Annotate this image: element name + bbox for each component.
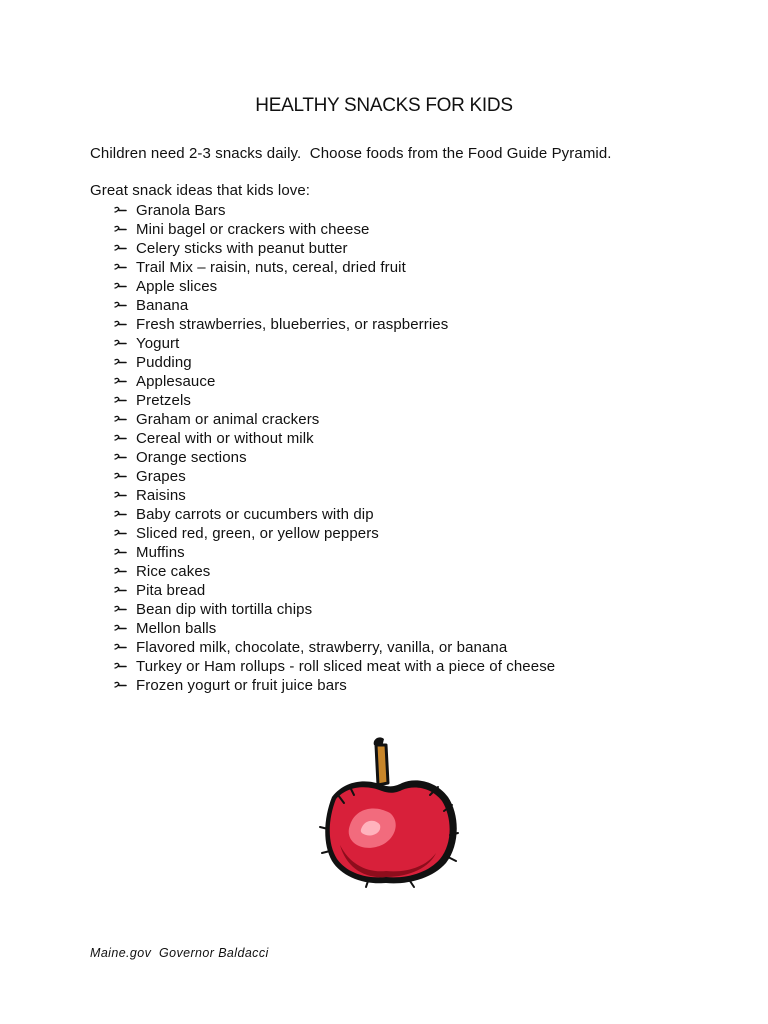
list-item-label: Cereal with or without milk [136,430,314,447]
footer-credit: Maine.gov Governor Baldacci [90,946,269,960]
list-item-label: Pretzels [136,392,191,409]
list-item-label: Pita bread [136,582,206,599]
list-item [112,353,555,372]
list-item [112,600,555,619]
arrow-bullet-icon [112,296,136,315]
list-item [112,524,555,543]
arrow-bullet-icon [112,315,136,334]
list-item [112,258,555,277]
list-item [112,201,555,220]
list-item-label: Mini bagel or crackers with cheese [136,221,370,238]
arrow-bullet-icon [112,334,136,353]
list-item-label: Applesauce [136,373,216,390]
arrow-bullet-icon [112,239,136,258]
arrow-bullet-icon [112,543,136,562]
arrow-bullet-icon [112,581,136,600]
list-item [112,296,555,315]
apple-stem [376,745,388,785]
arrow-bullet-icon [112,600,136,619]
list-item-label: Celery sticks with peanut butter [136,240,348,257]
list-lead-text: Great snack ideas that kids love: [90,182,311,199]
list-item [112,619,555,638]
list-item-label: Raisins [136,487,186,504]
list-item [112,448,555,467]
list-item-label: Baby carrots or cucumbers with dip [136,506,374,523]
arrow-bullet-icon [112,353,136,372]
apple-illustration [310,733,462,889]
list-item-label: Granola Bars [136,202,226,219]
arrow-bullet-icon [112,486,136,505]
list-item [112,220,555,239]
arrow-bullet-icon [112,220,136,239]
list-item [112,562,555,581]
arrow-bullet-icon [112,676,136,695]
list-item [112,486,555,505]
list-item-label: Bean dip with tortilla chips [136,601,313,618]
list-item [112,657,555,676]
arrow-bullet-icon [112,638,136,657]
intro-paragraph: Children need 2-3 snacks daily. Choose foods from the Food Guide Pyramid. [90,145,612,162]
list-item-label: Frozen yogurt or fruit juice bars [136,677,347,694]
list-item [112,581,555,600]
list-item [112,505,555,524]
list-item-label: Muffins [136,544,185,561]
arrow-bullet-icon [112,277,136,296]
page-title: HEALTHY SNACKS FOR KIDS [255,95,513,116]
list-item [112,638,555,657]
arrow-bullet-icon [112,258,136,277]
list-item-label: Graham or animal crackers [136,411,320,428]
list-item [112,277,555,296]
arrow-bullet-icon [112,410,136,429]
list-item [112,543,555,562]
list-item-label: Flavored milk, chocolate, strawberry, vanilla, or banana [136,639,508,656]
list-item [112,372,555,391]
arrow-bullet-icon [112,657,136,676]
arrow-bullet-icon [112,372,136,391]
list-item-label: Banana [136,297,189,314]
list-item [112,410,555,429]
arrow-bullet-icon [112,201,136,220]
arrow-bullet-icon [112,429,136,448]
arrow-bullet-icon [112,562,136,581]
list-item-label: Yogurt [136,335,180,352]
arrow-bullet-icon [112,467,136,486]
arrow-bullet-icon [112,391,136,410]
list-item-label: Fresh strawberries, blueberries, or raspberries [136,316,449,333]
arrow-bullet-icon [112,524,136,543]
list-item [112,391,555,410]
list-item-label: Sliced red, green, or yellow peppers [136,525,379,542]
list-item [112,239,555,258]
list-item-label: Orange sections [136,449,247,466]
arrow-bullet-icon [112,448,136,467]
list-item [112,315,555,334]
snack-list [112,201,555,695]
list-item [112,467,555,486]
list-item [112,429,555,448]
list-item-label: Mellon balls [136,620,217,637]
arrow-bullet-icon [112,505,136,524]
arrow-bullet-icon [112,619,136,638]
list-item [112,334,555,353]
list-item-label: Trail Mix – raisin, nuts, cereal, dried fruit [136,259,406,276]
list-item-label: Rice cakes [136,563,211,580]
list-item-label: Grapes [136,468,186,485]
list-item [112,676,555,695]
list-item-label: Pudding [136,354,192,371]
apple-icon [310,733,462,889]
list-item-label: Turkey or Ham rollups - roll sliced meat with a piece of cheese [136,658,556,675]
list-item-label: Apple slices [136,278,218,295]
